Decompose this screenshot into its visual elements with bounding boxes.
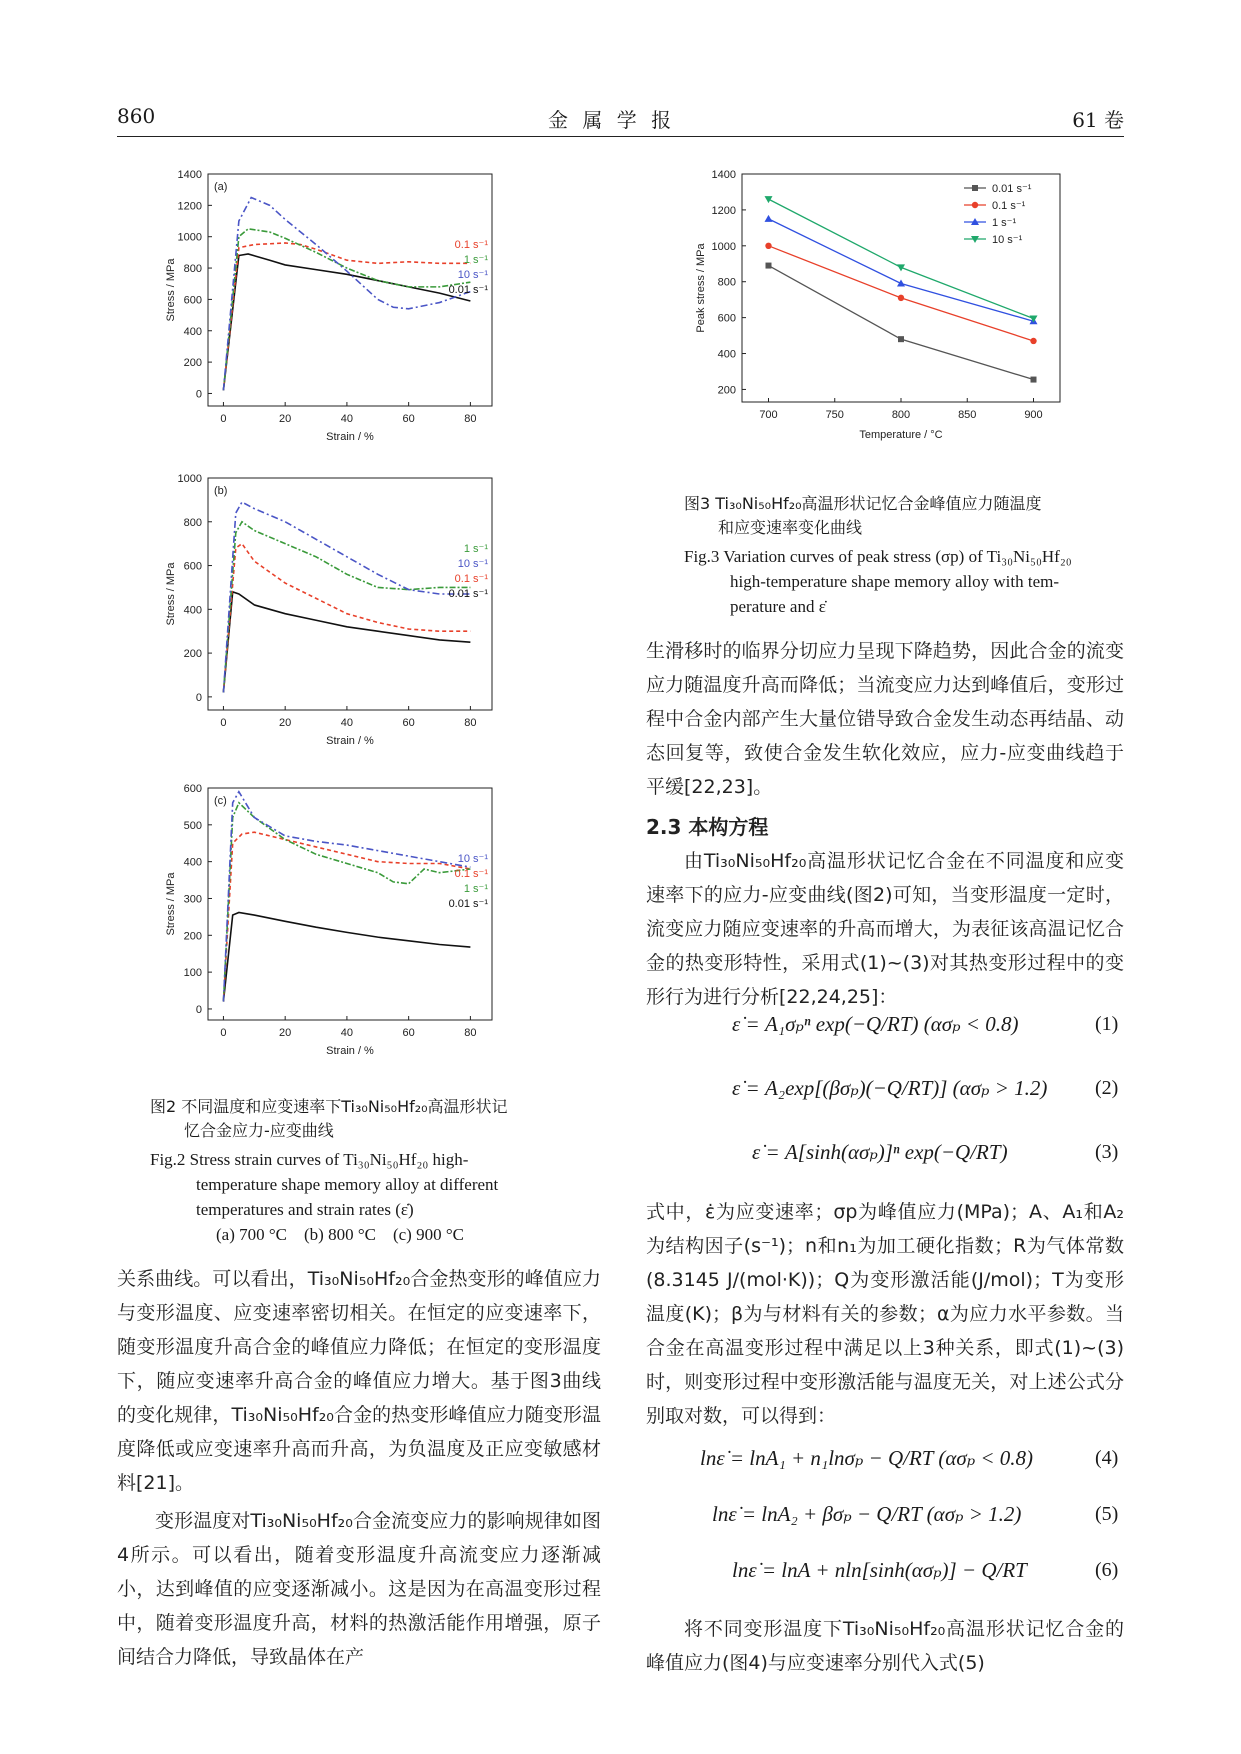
y-tick-label: 800 <box>183 263 202 276</box>
equation-2-number: (2) <box>1095 1077 1119 1099</box>
panel-label: (c) <box>214 795 227 807</box>
equation-5-number: (5) <box>1095 1503 1119 1525</box>
y-tick-label: 200 <box>183 930 202 943</box>
equation-4: lnε̇ = lnA₁ + n₁lnσₚ − Q/RT (ασₚ < 0.8) <box>700 1446 1034 1470</box>
fig2-caption-cn <box>150 1095 590 1143</box>
fig3-caption-cn-line1: 图3 Ti₃₀Ni₅₀Hf₂₀高温形状记忆合金峰值应力随温度 <box>684 494 1042 513</box>
right-body-text-2 <box>646 1195 1124 1433</box>
y-tick-label: 1400 <box>177 169 202 181</box>
fig2-caption-en-line1: Fig.2 Stress strain curves of Ti₃₀Ni₅₀Hf₂₀ high- <box>150 1150 469 1169</box>
x-tick-label: 40 <box>340 717 354 729</box>
y-tick-label: 800 <box>717 276 736 289</box>
left-body-text <box>117 1262 601 1674</box>
series-line <box>223 544 470 693</box>
equation-3: ε̇ = A[sinh(ασₚ)]ⁿ exp(−Q/RT) <box>752 1140 1008 1164</box>
y-tick-label: 400 <box>717 348 736 361</box>
section-heading: 2.3 本构方程 <box>646 815 769 839</box>
equation-4-number: (4) <box>1095 1447 1119 1469</box>
series-line <box>223 803 470 1002</box>
data-point <box>765 196 773 203</box>
fig3-caption-en <box>684 544 1124 619</box>
series-line <box>223 198 470 391</box>
y-tick-label: 1000 <box>711 240 736 253</box>
legend-label: 10 s⁻¹ <box>992 234 1023 246</box>
fig3-caption-cn <box>684 492 1124 540</box>
series-line <box>223 592 470 693</box>
right-paragraph-2: 由Ti₃₀Ni₅₀Hf₂₀高温形状记忆合金在不同温度和应变速率下的应力-应变曲线(图2)可知，当变形温度一定时，流变应力随应变速率的升高而增大，为表征该高温记忆合金的热变形特性，采用式(1)~(3)对其热变形过程中的变形行为进行分析[22,24,25]： <box>646 850 1124 1008</box>
equation-2: ε̇ = A₂exp[(βσₚ)(−Q/RT)] (ασₚ > 1.2) <box>732 1076 1048 1100</box>
fig2c-chart <box>160 782 560 1080</box>
y-tick-label: 400 <box>183 856 202 869</box>
equation-6: lnε̇ = lnA + nln[sinh(ασₚ)] − Q/RT <box>732 1558 1027 1582</box>
series-line <box>223 243 470 390</box>
data-point <box>1030 338 1036 344</box>
fig2-caption-en-line4: (a) 700 °C (b) 800 °C (c) 900 °C <box>216 1225 464 1244</box>
series-label: 0.01 s⁻¹ <box>448 284 488 297</box>
series-line <box>223 254 470 390</box>
y-tick-label: 200 <box>183 648 202 661</box>
left-paragraph-1: 关系曲线。可以看出，Ti₃₀Ni₅₀Hf₂₀合金热变形的峰值应力与变形温度、应变速率密切相关。在恒定的应变速率下，随变形温度升高合金的峰值应力降低；在恒定的变形温度下，随应变速率升高合金的峰值应力增大。基于图3曲线的变化规律，Ti₃₀Ni₅₀Hf₂₀合金的热变形峰值应力随变形温度降低或应变速率升高而升高，为负温度及正应变敏感材料[21]。 <box>117 1268 601 1494</box>
series-label: 10 s⁻¹ <box>457 853 488 866</box>
series-label: 10 s⁻¹ <box>457 558 488 571</box>
x-tick-label: 0 <box>220 717 227 729</box>
legend-label: 0.01 s⁻¹ <box>992 183 1032 195</box>
legend-label: 0.1 s⁻¹ <box>992 200 1026 212</box>
x-axis-label: Strain / % <box>326 431 374 443</box>
series-line <box>223 792 470 1002</box>
x-tick-label: 80 <box>464 1027 477 1039</box>
y-axis-label: Stress / MPa <box>165 562 177 626</box>
equation-1: ε̇ = A₁σₚⁿ exp(−Q/RT) (ασₚ < 0.8) <box>732 1012 1019 1036</box>
y-axis-label: Stress / MPa <box>165 872 177 936</box>
equation-3-number: (3) <box>1095 1141 1119 1163</box>
series-label: 1 s⁻¹ <box>463 883 488 896</box>
y-tick-label: 1400 <box>711 169 736 181</box>
data-point <box>898 336 904 342</box>
x-tick-label: 20 <box>279 717 292 729</box>
y-axis-label: Stress / MPa <box>165 258 177 322</box>
x-axis-label: Temperature / °C <box>859 429 943 441</box>
x-tick-label: 20 <box>279 413 292 425</box>
fig2a-svg <box>160 168 560 466</box>
right-body-text-1 <box>646 634 1124 1014</box>
y-tick-label: 200 <box>183 357 202 370</box>
panel-label: (a) <box>214 181 228 193</box>
x-tick-label: 60 <box>402 717 415 729</box>
equation-5: lnε̇ = lnA₂ + βσₚ − Q/RT (ασₚ > 1.2) <box>712 1502 1022 1526</box>
x-tick-label: 60 <box>402 413 415 425</box>
series-label: 0.1 s⁻¹ <box>454 573 488 586</box>
y-tick-label: 600 <box>717 312 736 325</box>
right-paragraph-4: 将不同变形温度下Ti₃₀Ni₅₀Hf₂₀高温形状记忆合金的峰值应力(图4)与应变速率分别代入式(5) <box>646 1618 1124 1674</box>
y-tick-label: 800 <box>183 516 202 529</box>
fig2-caption-en <box>150 1147 590 1247</box>
y-tick-label: 1200 <box>177 200 202 213</box>
fig3-caption-cn-line2: 和应变速率变化曲线 <box>718 518 863 537</box>
data-point <box>1031 377 1037 383</box>
legend-label: 1 s⁻¹ <box>992 217 1017 229</box>
right-paragraph-3: 式中，ε̇为应变速率；σp为峰值应力(MPa)；A、A₁和A₂为结构因子(s⁻¹)；n和n₁为加工硬化指数；R为气体常数(8.3145 J/(mol·K))；Q为变形激活能(J/mol)；T为变形温度(K)；β为与材料有关的参数；α为应力水平参数。当合金在高温变形过程中满足以上3种关系，即式(1)~(3)时，则变形过程中变形激活能与温度无关，对上述公式分别取对数，可以得到： <box>646 1201 1124 1427</box>
data-point <box>898 295 904 301</box>
fig2a-chart <box>160 168 560 466</box>
equation-1-number: (1) <box>1095 1013 1119 1035</box>
y-tick-label: 600 <box>183 294 202 307</box>
fig2-caption-cn-line2: 忆合金应力-应变曲线 <box>184 1121 334 1140</box>
x-axis-label: Strain / % <box>326 735 374 747</box>
y-tick-label: 200 <box>717 384 736 397</box>
fig2b-svg <box>160 472 560 770</box>
series-label: 0.01 s⁻¹ <box>448 588 488 601</box>
series-label: 0.01 s⁻¹ <box>448 898 488 911</box>
x-tick-label: 850 <box>958 409 977 421</box>
series-line <box>769 246 1034 341</box>
y-tick-label: 0 <box>195 1003 202 1016</box>
fig2-caption-cn-line1: 图2 不同温度和应变速率下Ti₃₀Ni₅₀Hf₂₀高温形状记 <box>150 1097 508 1116</box>
series-line <box>223 502 470 692</box>
x-tick-label: 750 <box>825 409 844 421</box>
y-tick-label: 1000 <box>177 231 202 244</box>
data-point <box>972 202 978 208</box>
y-tick-label: 400 <box>183 325 202 338</box>
fig2-caption-en-line3: temperatures and strain rates (ε̇) <box>196 1200 414 1219</box>
x-tick-label: 40 <box>340 413 354 425</box>
y-tick-label: 600 <box>183 783 202 795</box>
data-point <box>765 243 771 249</box>
y-tick-label: 100 <box>183 967 202 980</box>
x-tick-label: 0 <box>220 1027 227 1039</box>
series-line <box>223 912 470 1001</box>
volume-label: 61 卷 <box>1072 108 1124 132</box>
data-point <box>765 215 773 222</box>
series-label: 0.1 s⁻¹ <box>454 868 488 881</box>
x-tick-label: 700 <box>759 409 778 421</box>
y-tick-label: 1200 <box>711 204 736 217</box>
x-tick-label: 800 <box>891 409 911 421</box>
right-body-text-3 <box>646 1612 1124 1680</box>
x-tick-label: 80 <box>464 413 477 425</box>
x-tick-label: 60 <box>402 1027 415 1039</box>
series-label: 0.1 s⁻¹ <box>454 239 488 252</box>
x-tick-label: 80 <box>464 717 477 729</box>
right-paragraph-1: 生滑移时的临界分切应力呈现下降趋势，因此合金的流变应力随温度升高而降低；当流变应力达到峰值后，变形过程中合金内部产生大量位错导致合金发生动态再结晶、动态回复等，致使合金发生软化效应，应力-应变曲线趋于平缓[22,23]。 <box>646 640 1124 798</box>
fig2-caption-en-line2: temperature shape memory alloy at different <box>196 1175 499 1194</box>
y-tick-label: 600 <box>183 560 202 573</box>
data-point <box>897 280 905 287</box>
x-tick-label: 900 <box>1024 409 1043 421</box>
series-label: 10 s⁻¹ <box>457 269 488 282</box>
y-tick-label: 0 <box>195 388 202 401</box>
y-tick-label: 1000 <box>177 473 202 485</box>
fig3-caption-en-line2: high-temperature shape memory alloy with tem- <box>730 572 1060 591</box>
y-tick-label: 400 <box>183 604 202 617</box>
equation-6-number: (6) <box>1095 1559 1119 1581</box>
fig2c-svg <box>160 782 560 1080</box>
fig3-caption-en-line3: perature and ε̇ <box>730 597 826 616</box>
journal-title: 金 属 学 报 <box>548 108 676 132</box>
fig2b-chart <box>160 472 560 770</box>
data-point <box>1030 316 1038 323</box>
fig3-svg <box>690 168 1090 468</box>
series-label: 1 s⁻¹ <box>463 254 488 267</box>
fig3-caption-en-line1: Fig.3 Variation curves of peak stress (σp) of Ti₃₀Ni₅₀Hf₂₀ <box>684 547 1072 566</box>
y-axis-label: Peak stress / MPa <box>695 243 707 333</box>
left-paragraph-2: 变形温度对Ti₃₀Ni₅₀Hf₂₀合金流变应力的影响规律如图4所示。可以看出，随着变形温度升高流变应力逐渐减小，达到峰值的应变逐渐减小。这是因为在高温变形过程中，随着变形温度升高，材料的热激活能作用增强，原子间结合力降低，导致晶体在产 <box>117 1510 601 1668</box>
page-number: 860 <box>117 104 156 128</box>
y-tick-label: 0 <box>195 691 202 704</box>
y-tick-label: 500 <box>183 819 202 832</box>
x-tick-label: 0 <box>220 413 227 425</box>
series-label: 1 s⁻¹ <box>463 543 488 556</box>
x-tick-label: 40 <box>340 1027 354 1039</box>
header-rule <box>117 136 1124 137</box>
y-tick-label: 300 <box>183 893 202 906</box>
data-point <box>766 263 772 269</box>
panel-label: (b) <box>214 485 228 497</box>
fig3-chart <box>690 168 1090 468</box>
series-line <box>223 229 470 390</box>
data-point <box>972 185 978 191</box>
x-tick-label: 20 <box>279 1027 292 1039</box>
x-axis-label: Strain / % <box>326 1045 374 1057</box>
